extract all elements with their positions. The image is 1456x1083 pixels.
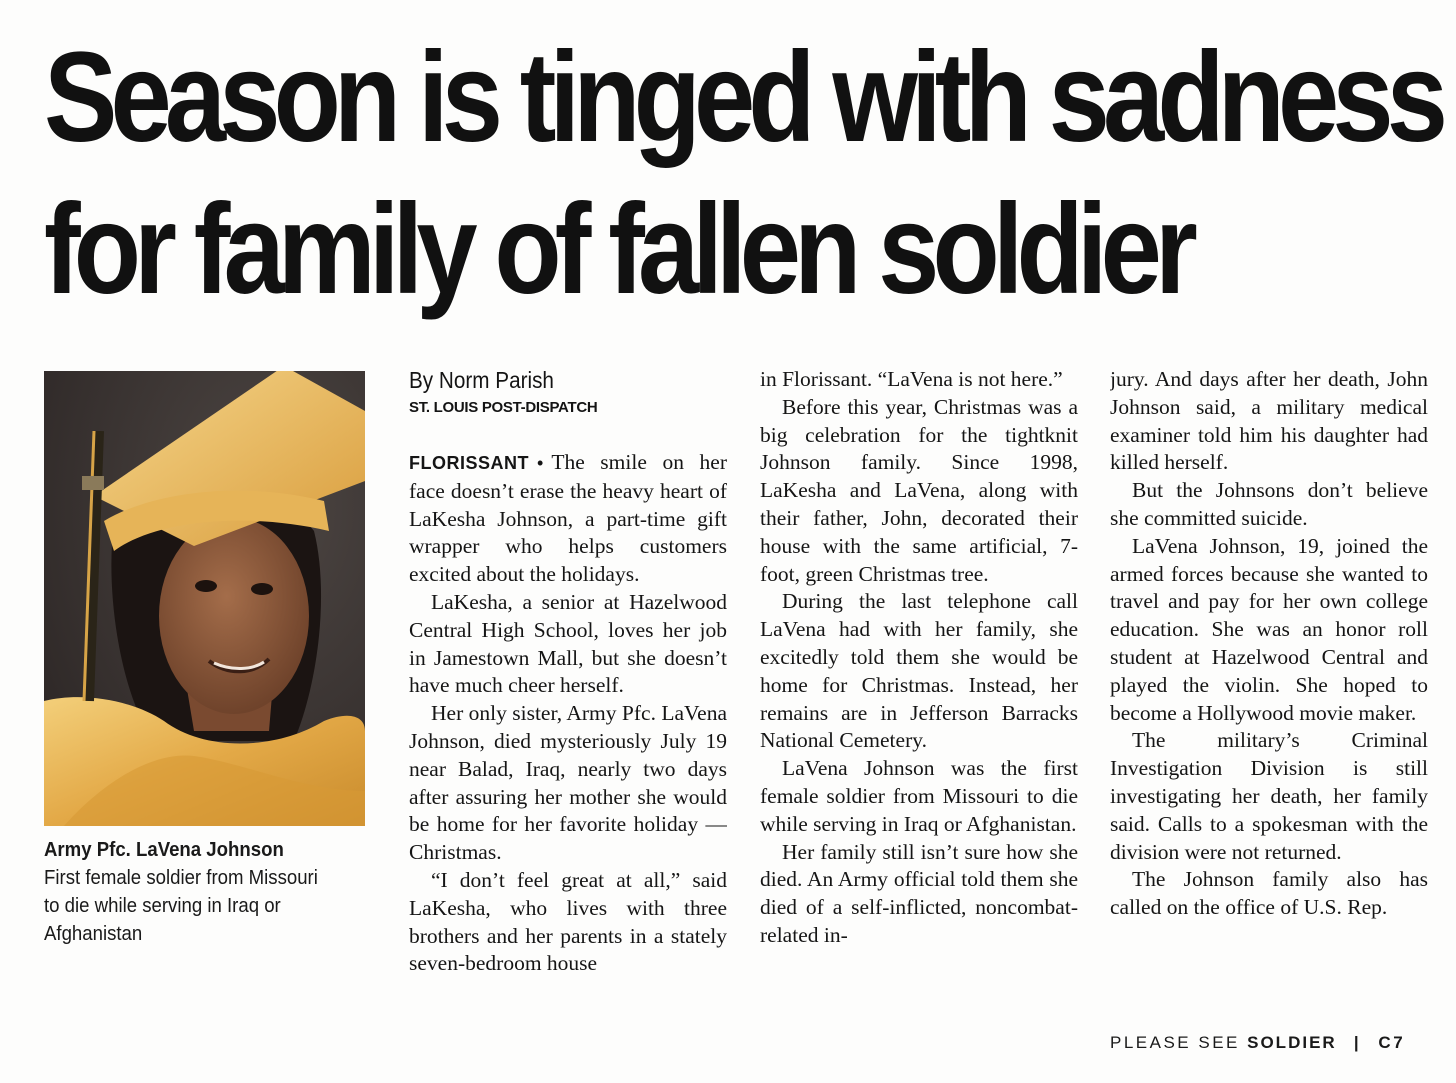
jump-separator: | bbox=[1353, 1033, 1362, 1052]
byline-publication: ST. LOUIS POST-DISPATCH bbox=[409, 399, 598, 416]
article-paragraph: Her only sister, Army Pfc. LaVena Johnson, died mysteriously July 19 near Balad, Iraq, nearly two days after assuring her mother she would be home for her favorite holiday — Christmas. bbox=[409, 701, 727, 865]
portrait-graduation-photo-icon bbox=[44, 371, 365, 826]
article-paragraph: During the last telephone call LaVena had with her family, she excitedly told them she would be home for Christmas. Instead, her remains are in Jefferson Barracks National Cemetery. bbox=[760, 589, 1078, 753]
article-paragraph: The military’s Criminal Investigation Division is still investigating her death, her family said. Calls to a spokesman with the division were not returned. bbox=[1110, 728, 1428, 864]
article-column-2 bbox=[760, 366, 1078, 1066]
article-paragraph: The Johnson family also has called on the office of U.S. Rep. bbox=[1110, 867, 1428, 920]
bullet-separator-icon: • bbox=[537, 453, 544, 473]
article-paragraph: “I don’t feel great at all,” said LaKesha, who lives with three brothers and her parents in a stately seven-bedroom house bbox=[409, 867, 727, 976]
article-paragraph: LaVena Johnson was the first female soldier from Missouri to die while serving in Iraq or Afghanistan. bbox=[760, 756, 1078, 836]
article-paragraph: in Florissant. “LaVena is not here.” bbox=[760, 367, 1063, 391]
article-paragraph: FLORISSANT • The smile on her face doesn’t erase the heavy heart of LaKesha Johnson, a part-time gift wrapper who helps customers excited about the holidays. bbox=[409, 450, 727, 587]
jump-page: C7 bbox=[1378, 1033, 1406, 1052]
article-paragraph: But the Johnsons don’t believe she committed suicide. bbox=[1110, 478, 1428, 530]
byline-author: By Norm Parish bbox=[409, 367, 554, 393]
headline bbox=[44, 22, 1442, 326]
soldier-portrait-photo bbox=[44, 371, 365, 826]
article-column-3 bbox=[1110, 366, 1428, 1006]
dateline: FLORISSANT bbox=[409, 453, 529, 473]
article-paragraph: Before this year, Christmas was a big celebration for the tightknit Johnson family. Since 1998, LaKesha and LaVena, along with their father, John, decorated their house with the same artificial, 7-foot, green Christmas tree. bbox=[760, 394, 1078, 586]
headline-line-1: Season is tinged with sadness bbox=[44, 26, 1442, 169]
article-paragraph: Her family still isn’t sure how she died. An Army official told them she died of a self-inflicted, noncombat-related in- bbox=[760, 839, 1078, 947]
byline bbox=[409, 366, 729, 418]
headline-line-2: for family of fallen soldier bbox=[44, 178, 1191, 321]
article-paragraph: LaVena Johnson, 19, joined the armed forces because she wanted to travel and pay for her own college education. She was an honor roll student at Hazelwood Central and played the violin. She hoped to become a Hollywood movie maker. bbox=[1110, 533, 1428, 725]
continued-on-jump-line bbox=[1110, 1033, 1440, 1053]
article-paragraph: jury. And days after her death, John Johnson said, a military medical examiner told him his daughter had killed herself. bbox=[1110, 367, 1428, 475]
jump-prefix: PLEASE SEE bbox=[1110, 1033, 1240, 1052]
caption-name: Army Pfc. LaVena Johnson bbox=[44, 839, 284, 861]
article-paragraph: LaKesha, a senior at Hazelwood Central High School, loves her job in Jamestown Mall, but she doesn’t have much cheer herself. bbox=[409, 589, 727, 698]
article-column-1 bbox=[409, 449, 727, 1069]
jump-keyword: SOLDIER bbox=[1247, 1033, 1337, 1052]
caption-text: First female soldier from Missouri to die while serving in Iraq or Afghanistan bbox=[44, 867, 318, 945]
photo-caption bbox=[44, 836, 342, 948]
